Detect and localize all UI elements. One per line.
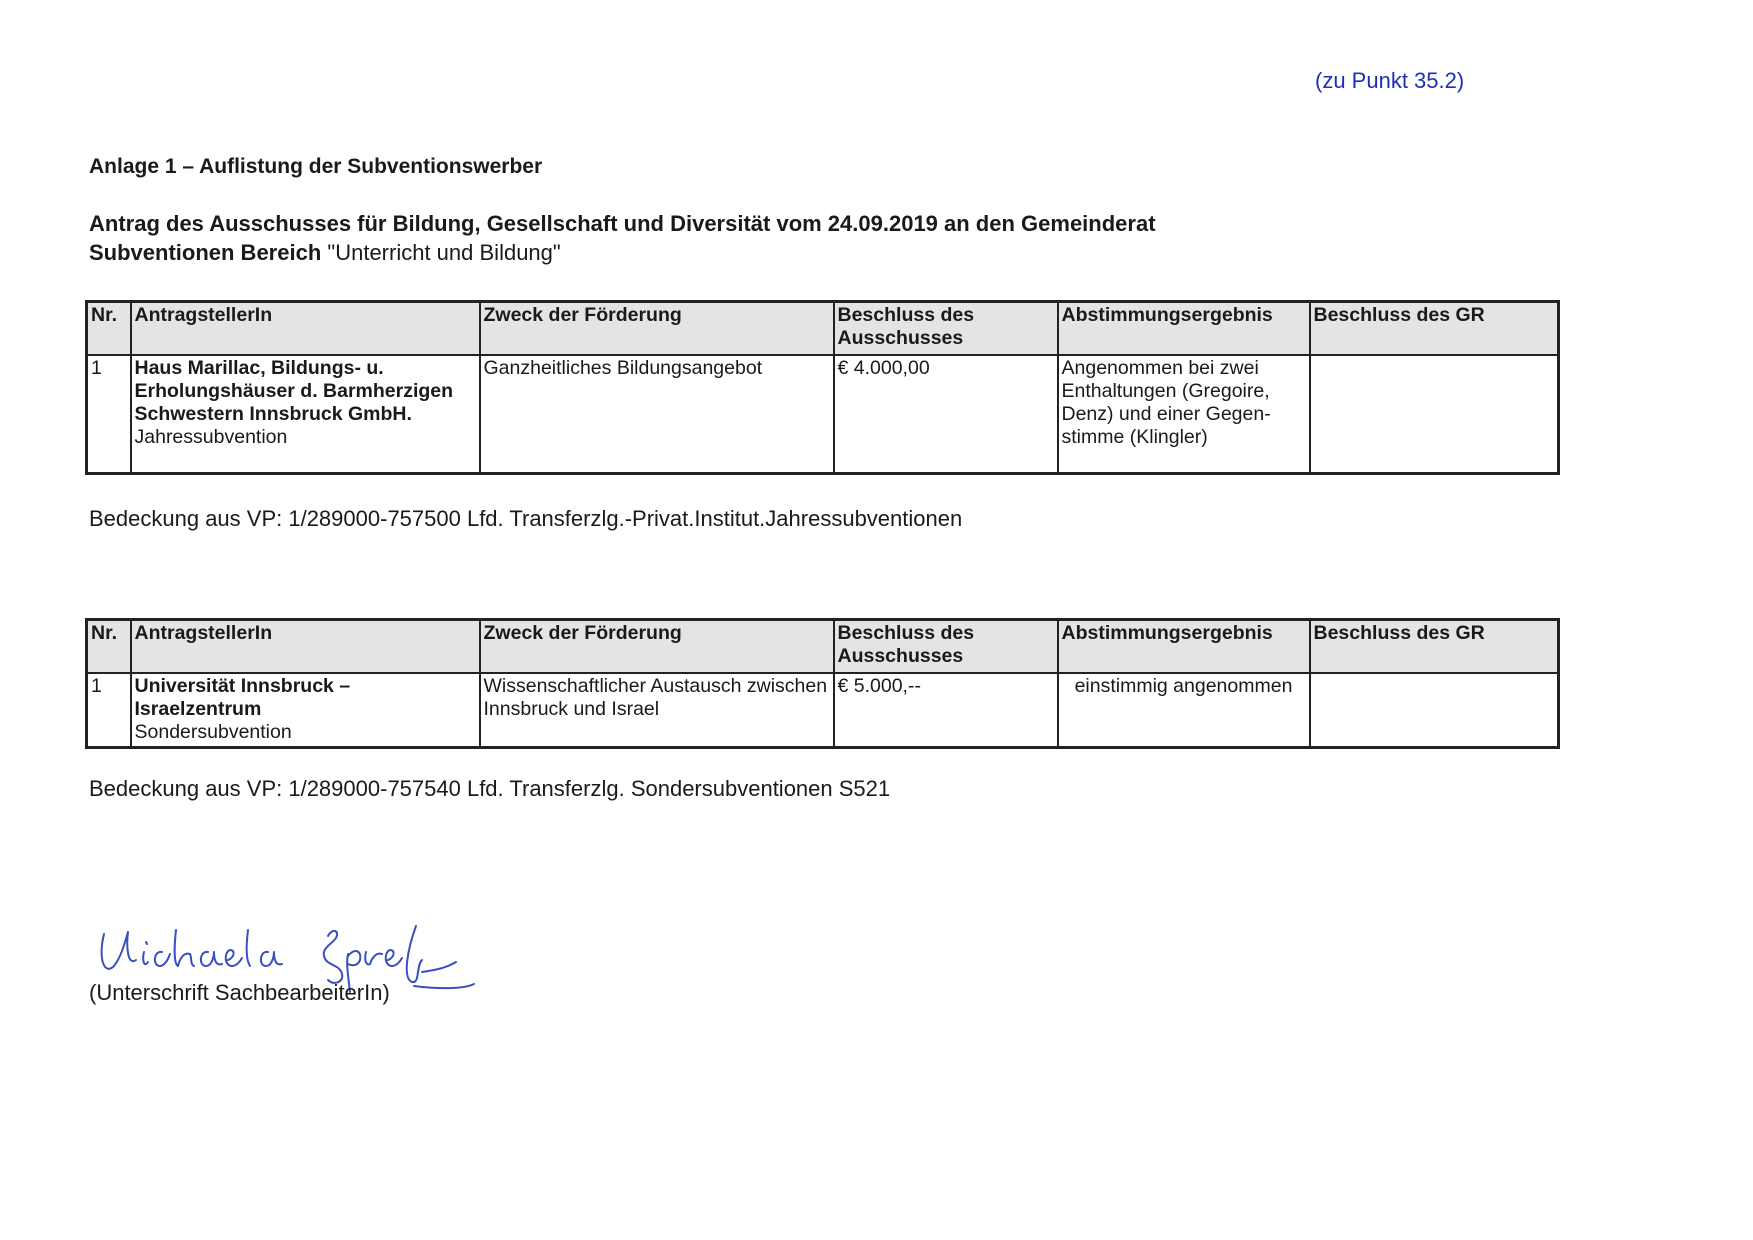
annex-title: Anlage 1 – Auflistung der Subventionswerber bbox=[89, 155, 543, 178]
subsidy-area-value: "Unterricht und Bildung" bbox=[327, 240, 561, 265]
subsidy-area bbox=[89, 240, 561, 266]
row-applicant bbox=[131, 673, 480, 748]
applicant-name: Universität Innsbruck – Israelzentrum bbox=[134, 675, 351, 720]
table-row bbox=[87, 355, 1559, 473]
row-council-decision bbox=[1310, 673, 1559, 748]
row-vote-result: Angenommen bei zwei Enthaltungen (Gregoire, Denz) und einer Gegen-stimme (Klingler) bbox=[1058, 355, 1310, 473]
row-amount: € 4.000,00 bbox=[834, 355, 1058, 473]
row-council-decision bbox=[1310, 355, 1559, 473]
table-row bbox=[87, 673, 1559, 748]
budget-coverage-2: Bedeckung aus VP: 1/289000-757540 Lfd. Transferzlg. Sondersubventionen S521 bbox=[89, 776, 891, 801]
header-vote-result: Abstimmungsergebnis bbox=[1058, 620, 1310, 674]
applicant-name: Haus Marillac, Bildungs- u. Erholungshäuser d. Barmherzigen Schwestern Innsbruck GmbH. bbox=[134, 357, 454, 425]
row-nr: 1 bbox=[87, 673, 131, 748]
header-committee-decision: Beschluss des Ausschusses bbox=[834, 620, 1058, 674]
subsidy-area-label: Subventionen Bereich bbox=[89, 240, 322, 265]
budget-coverage-1: Bedeckung aus VP: 1/289000-757500 Lfd. Transferzlg.-Privat.Institut.Jahressubventionen bbox=[89, 506, 963, 531]
agenda-reference: (zu Punkt 35.2) bbox=[1315, 68, 1465, 93]
subsidy-table-2 bbox=[85, 618, 1560, 749]
vote-result-text: einstimmig angenommen bbox=[1074, 675, 1293, 697]
motion-title: Antrag des Ausschusses für Bildung, Gesellschaft und Diversität vom 24.09.2019 an den Gemeinderat bbox=[89, 211, 1156, 236]
header-nr: Nr. bbox=[87, 302, 131, 356]
header-committee-decision: Beschluss des Ausschusses bbox=[834, 302, 1058, 356]
row-nr: 1 bbox=[87, 355, 131, 473]
applicant-subsidy-type: Sondersubvention bbox=[134, 721, 292, 743]
signature-caption: (Unterschrift SachbearbeiterIn) bbox=[89, 980, 390, 1005]
header-purpose: Zweck der Förderung bbox=[480, 620, 834, 674]
row-purpose: Wissenschaftlicher Austausch zwischen Innsbruck und Israel bbox=[480, 673, 834, 748]
header-council-decision: Beschluss des GR bbox=[1310, 620, 1559, 674]
table-header-row bbox=[87, 620, 1559, 674]
header-council-decision: Beschluss des GR bbox=[1310, 302, 1559, 356]
row-amount: € 5.000,-- bbox=[834, 673, 1058, 748]
subsidy-table-1 bbox=[85, 300, 1560, 475]
header-applicant: AntragstellerIn bbox=[131, 620, 480, 674]
header-applicant: AntragstellerIn bbox=[131, 302, 480, 356]
table-header-row bbox=[87, 302, 1559, 356]
row-purpose: Ganzheitliches Bildungsangebot bbox=[480, 355, 834, 473]
row-applicant bbox=[131, 355, 480, 473]
header-nr: Nr. bbox=[87, 620, 131, 674]
row-vote-result bbox=[1058, 673, 1310, 748]
header-purpose: Zweck der Förderung bbox=[480, 302, 834, 356]
header-vote-result: Abstimmungsergebnis bbox=[1058, 302, 1310, 356]
applicant-subsidy-type: Jahressubvention bbox=[134, 426, 288, 448]
